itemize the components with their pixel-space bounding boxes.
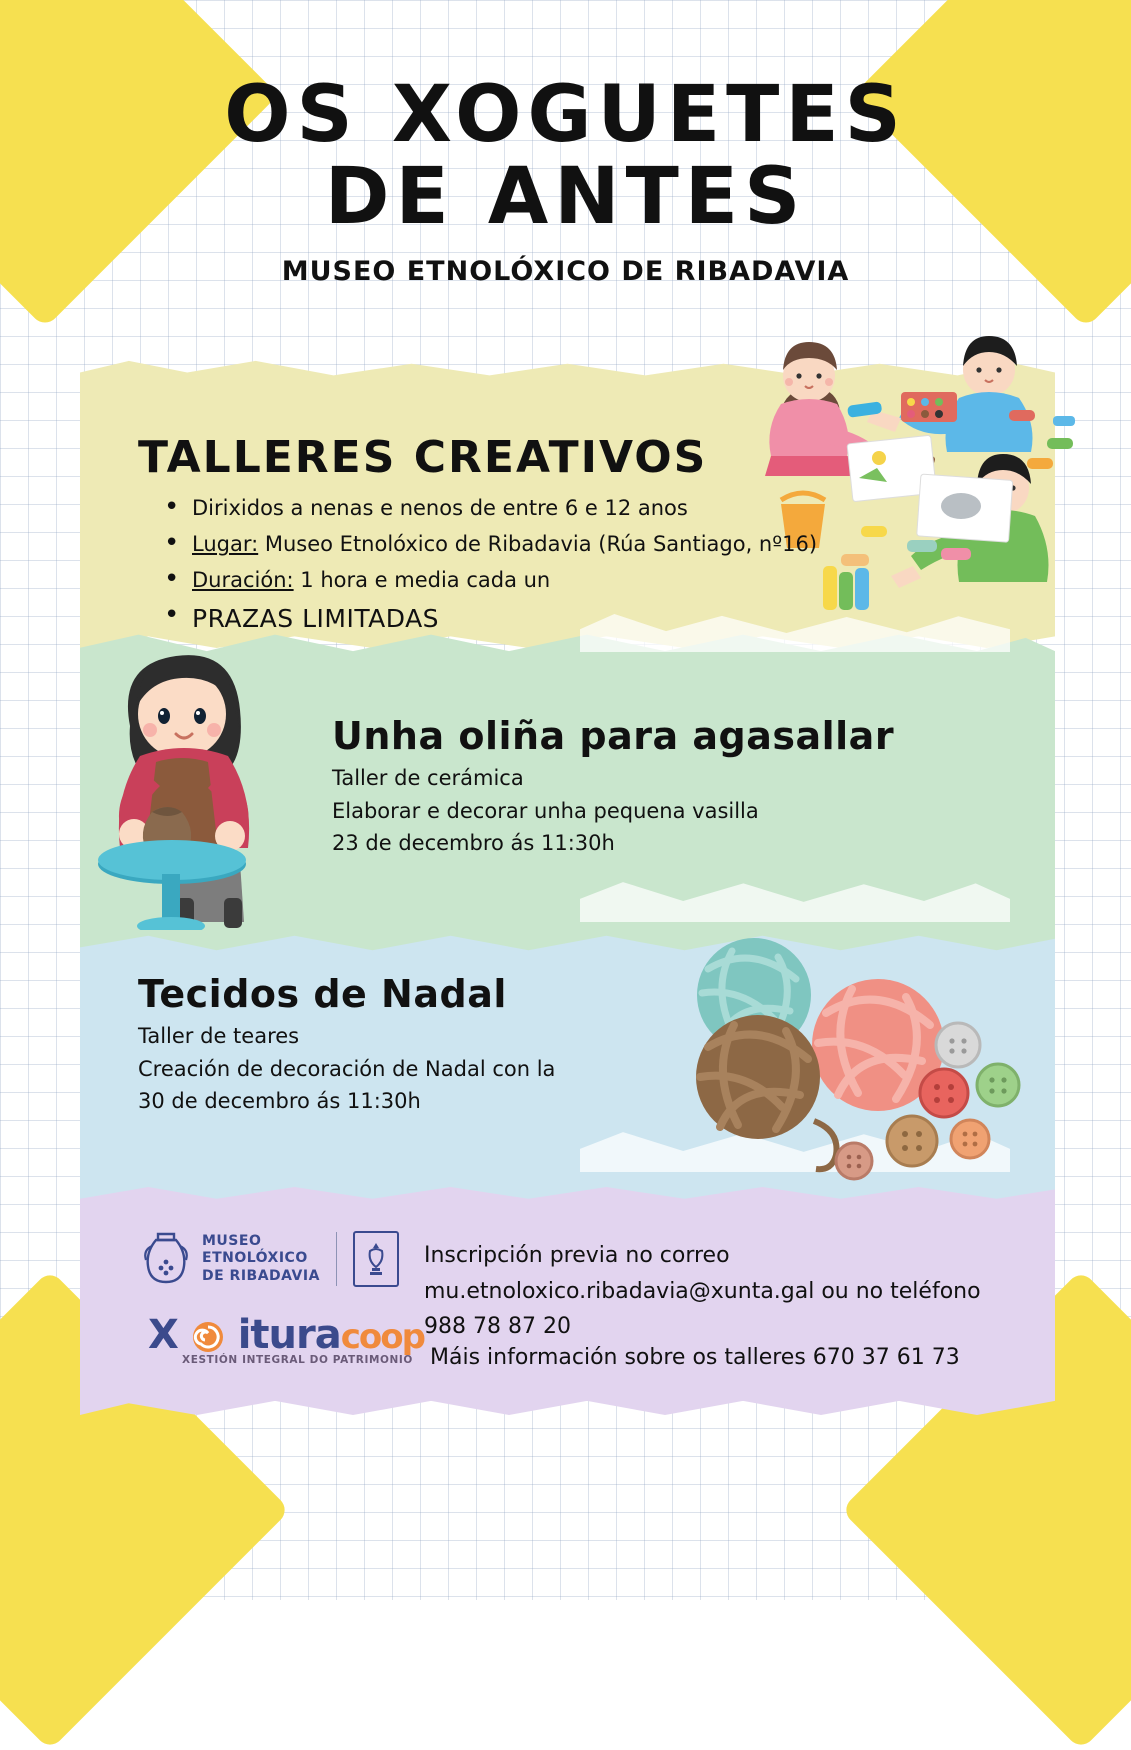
poster-subtitle: MUSEO ETNOLÓXICO DE RIBADAVIA bbox=[281, 256, 850, 288]
logo-xoitura-wordmark bbox=[148, 1312, 424, 1358]
list-item bbox=[160, 569, 817, 592]
logo-xoitura-coop bbox=[148, 1312, 424, 1366]
logo-museo-etnoloxico bbox=[140, 1228, 399, 1290]
logo-xoitura-coop-text: coop bbox=[340, 1317, 424, 1357]
workshops-info-list bbox=[160, 497, 817, 646]
logo-divider bbox=[336, 1232, 337, 1286]
spiral-icon bbox=[178, 1312, 238, 1358]
list-item: • Dirixidos a nenas e nenos de entre 6 e 12 anos bbox=[160, 497, 817, 520]
logo-xoitura-tagline: XESTIÓN INTEGRAL DO PATRIMONIO bbox=[182, 1354, 413, 1366]
workshop-2-line-2: Creación de decoración de Nadal con la bbox=[138, 1056, 556, 1081]
list-item-value: 1 hora e media cada un bbox=[293, 568, 551, 593]
list-item: • PRAZAS LIMITADAS bbox=[160, 605, 817, 633]
workshop-1-line-1: Taller de cerámica bbox=[332, 766, 524, 790]
list-item-value: Museo Etnolóxico de Ribadavia (Rúa Santiago, nº16) bbox=[258, 532, 818, 557]
logo-museo-text bbox=[202, 1233, 320, 1286]
logo-xoitura-x: X bbox=[148, 1312, 178, 1358]
workshop-2-line-3: 30 de decembro ás 11:30h bbox=[138, 1089, 421, 1114]
list-item-label: Lugar: bbox=[192, 532, 259, 557]
poster-title-line-1: OS XOGUETES bbox=[224, 70, 907, 160]
contact-phone: 988 78 87 20 bbox=[424, 1314, 571, 1340]
workshop-2-details bbox=[138, 1020, 555, 1118]
poster-title-block bbox=[0, 70, 1131, 288]
contact-email-line: mu.etnoloxico.ribadavia@xunta.gal ou no teléfono bbox=[424, 1278, 981, 1304]
logo-museo-line-2: ETNOLÓXICO bbox=[202, 1250, 308, 1267]
amphora-icon bbox=[140, 1228, 192, 1290]
contact-info bbox=[424, 1238, 981, 1345]
contact-extra-info: Máis información sobre os talleres 670 37 61 73 bbox=[430, 1345, 960, 1370]
section-heading-talleres-creativos: TALLERES CREATIVOS bbox=[138, 432, 708, 483]
logo-museo-line-1: MUSEO bbox=[202, 1232, 262, 1249]
contact-line-1: Inscripción previa no correo bbox=[424, 1243, 730, 1268]
workshop-1-line-3: 23 de decembro ás 11:30h bbox=[332, 831, 615, 856]
list-item-label: Duración: bbox=[192, 568, 294, 593]
logo-xoitura-name: itura bbox=[237, 1312, 341, 1358]
list-item bbox=[160, 533, 817, 556]
xunta-de-galicia-logo bbox=[353, 1231, 399, 1287]
workshop-2-line-1: Taller de teares bbox=[138, 1024, 300, 1048]
workshop-1-line-2: Elaborar e decorar unha pequena vasilla bbox=[332, 798, 759, 823]
workshop-2-title: Tecidos de Nadal bbox=[138, 972, 507, 1016]
poster-title-line-2: DE ANTES bbox=[324, 152, 807, 243]
workshop-1-title: Unha oliña para agasallar bbox=[332, 714, 895, 758]
workshop-1-details bbox=[332, 762, 759, 860]
logo-museo-line-3: DE RIBADAVIA bbox=[202, 1267, 320, 1284]
